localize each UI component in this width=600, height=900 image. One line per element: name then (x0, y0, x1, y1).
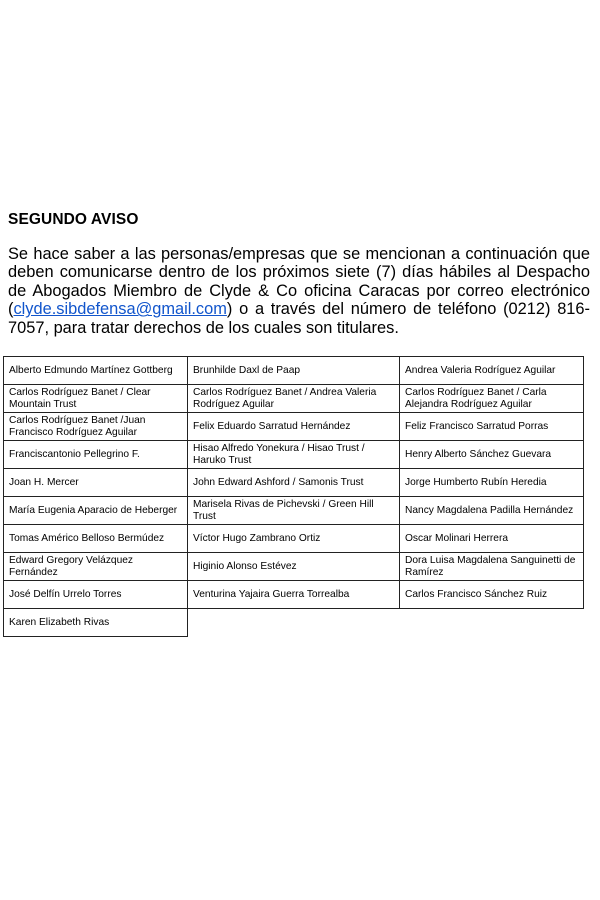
table-row (4, 413, 584, 441)
table-row (4, 553, 584, 581)
table-cell: Marisela Rivas de Pichevski / Green Hill Trust (188, 497, 400, 525)
notice-title: SEGUNDO AVISO (8, 211, 139, 228)
table-cell: Felix Eduardo Sarratud Hernández (188, 413, 400, 441)
table-row (4, 441, 584, 469)
table-cell: Joan H. Mercer (4, 469, 188, 497)
table-cell: Carlos Rodríguez Banet / Andrea Valeria Rodríguez Aguilar (188, 385, 400, 413)
names-table-body (4, 357, 584, 637)
table-cell: Tomas Américo Belloso Bermúdez (4, 525, 188, 553)
table-cell: Nancy Magdalena Padilla Hernández (400, 497, 584, 525)
table-cell: Carlos Francisco Sánchez Ruiz (400, 581, 584, 609)
names-table (3, 356, 584, 637)
empty-cell (400, 609, 584, 637)
table-cell: María Eugenia Aparacio de Heberger (4, 497, 188, 525)
notice-text-after: ) o a través del número de teléfono (0212) 816-7057, para tratar derechos de los cuales son titulares. (8, 300, 590, 337)
empty-cell (188, 609, 400, 637)
table-row (4, 357, 584, 385)
table-cell: Hisao Alfredo Yonekura / Hisao Trust / Haruko Trust (188, 441, 400, 469)
table-row (4, 609, 584, 637)
table-cell: Dora Luisa Magdalena Sanguinetti de Ramírez (400, 553, 584, 581)
notice-text-before: Se hace saber a las personas/empresas que se mencionan a continuación que deben comunicarse dentro de los próximos siete (7) días hábiles al Despacho de Abogados Miembro de Clyde & Co oficina Caracas por correo electrónico ( (8, 245, 590, 319)
table-row (4, 469, 584, 497)
table-cell: José Delfín Urrelo Torres (4, 581, 188, 609)
notice-paragraph (8, 245, 590, 337)
table-cell: Víctor Hugo Zambrano Ortiz (188, 525, 400, 553)
email-link[interactable]: clyde.sibdefensa@gmail.com (13, 300, 227, 319)
table-cell: Oscar Molinari Herrera (400, 525, 584, 553)
table-cell: Venturina Yajaira Guerra Torrealba (188, 581, 400, 609)
table-cell: John Edward Ashford / Samonis Trust (188, 469, 400, 497)
table-cell: Andrea Valeria Rodríguez Aguilar (400, 357, 584, 385)
table-cell: Brunhilde Daxl de Paap (188, 357, 400, 385)
table-cell: Carlos Rodríguez Banet /Juan Francisco Rodríguez Aguilar (4, 413, 188, 441)
table-cell: Edward Gregory Velázquez Fernández (4, 553, 188, 581)
table-cell: Carlos Rodríguez Banet / Clear Mountain Trust (4, 385, 188, 413)
table-cell: Franciscantonio Pellegrino F. (4, 441, 188, 469)
table-cell: Feliz Francisco Sarratud Porras (400, 413, 584, 441)
table-row (4, 497, 584, 525)
table-cell: Carlos Rodríguez Banet / Carla Alejandra Rodríguez Aguilar (400, 385, 584, 413)
table-cell: Karen Elizabeth Rivas (4, 609, 188, 637)
table-cell: Jorge Humberto Rubín Heredia (400, 469, 584, 497)
table-row (4, 525, 584, 553)
table-cell: Henry Alberto Sánchez Guevara (400, 441, 584, 469)
table-row (4, 581, 584, 609)
table-row (4, 385, 584, 413)
table-cell: Higinio Alonso Estévez (188, 553, 400, 581)
table-cell: Alberto Edmundo Martínez Gottberg (4, 357, 188, 385)
